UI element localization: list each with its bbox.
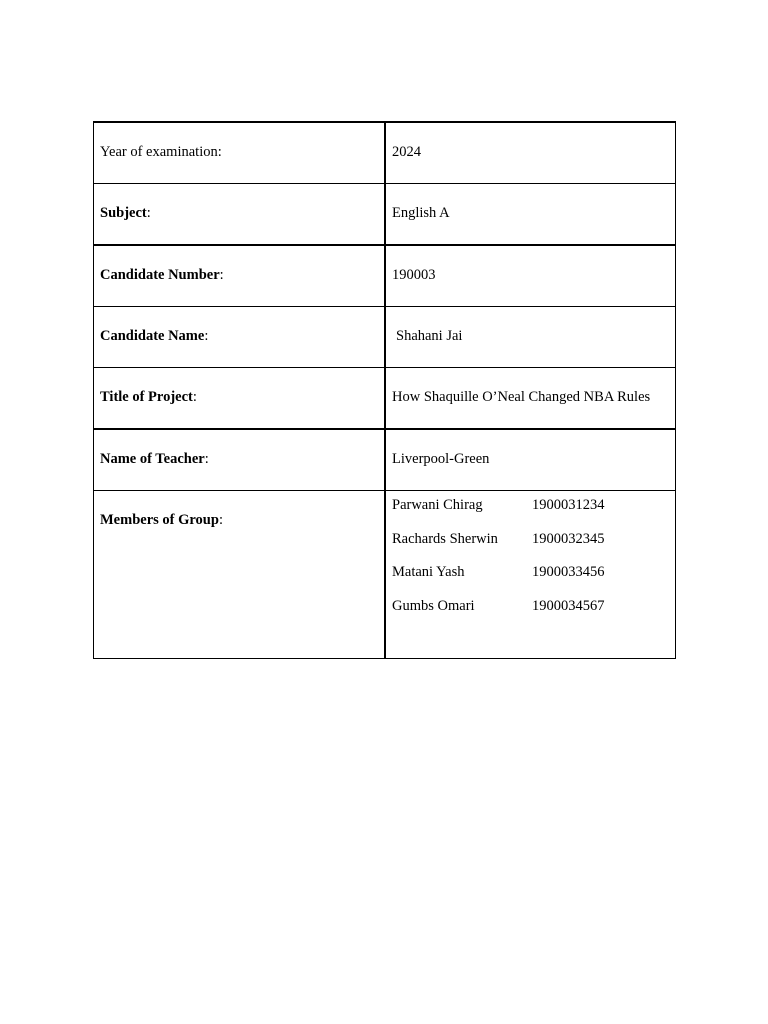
value-title-text: How Shaquille O’Neal Changed NBA Rules (392, 389, 651, 406)
label-teacher-bold: Name of Teacher (100, 451, 205, 468)
label-candidate-name (94, 307, 386, 368)
label-title-text: : (192, 389, 197, 406)
label-candidate-number (94, 245, 386, 307)
member-item (392, 497, 669, 531)
label-year-text: Year of examination: (100, 144, 222, 161)
member-item (392, 598, 669, 632)
member-item (392, 564, 669, 598)
table-row-candidate-number (94, 245, 676, 307)
label-candidate-name-text: : (204, 328, 209, 345)
member-name: Matani Yash (392, 564, 465, 580)
label-candidate-number-text: : (219, 267, 224, 284)
value-subject (385, 184, 676, 246)
member-id: 1900031234 (532, 497, 605, 513)
label-subject-text: : (146, 205, 151, 222)
cover-info-table (93, 121, 676, 659)
label-candidate-name-bold: Candidate Name (100, 328, 205, 345)
table-row-candidate-name (94, 307, 676, 368)
value-year (385, 122, 676, 184)
member-id: 1900033456 (532, 564, 605, 580)
label-title (94, 368, 386, 430)
label-teacher (94, 429, 386, 491)
label-year (94, 122, 386, 184)
member-id: 1900032345 (532, 530, 605, 547)
value-candidate-name-text: Shahani Jai (396, 328, 463, 345)
table-row-year (94, 122, 676, 184)
value-members (385, 491, 676, 659)
value-candidate-name (385, 307, 676, 368)
table-row-subject (94, 184, 676, 246)
label-members-bold: Members of Group (100, 512, 219, 528)
value-subject-text: English A (392, 205, 450, 222)
label-candidate-number-bold: Candidate Number (100, 267, 220, 284)
table-row-title (94, 368, 676, 430)
label-teacher-text: : (204, 451, 209, 468)
value-teacher-text: Liverpool-Green (392, 451, 490, 468)
member-name: Parwani Chirag (392, 497, 483, 513)
label-members (94, 491, 386, 659)
value-teacher (385, 429, 676, 491)
label-subject (94, 184, 386, 246)
member-id: 1900034567 (532, 597, 605, 614)
label-members-text: : (218, 512, 223, 528)
value-year-text: 2024 (392, 144, 421, 161)
value-candidate-number-text: 190003 (392, 267, 436, 284)
value-candidate-number (385, 245, 676, 307)
member-name: Rachards Sherwin (392, 530, 498, 547)
member-name: Gumbs Omari (392, 597, 475, 614)
table-row-members (94, 491, 676, 659)
label-title-bold: Title of Project (100, 389, 193, 406)
table-row-teacher (94, 429, 676, 491)
label-subject-bold: Subject (100, 205, 147, 222)
value-title (385, 368, 676, 430)
member-item (392, 531, 669, 565)
